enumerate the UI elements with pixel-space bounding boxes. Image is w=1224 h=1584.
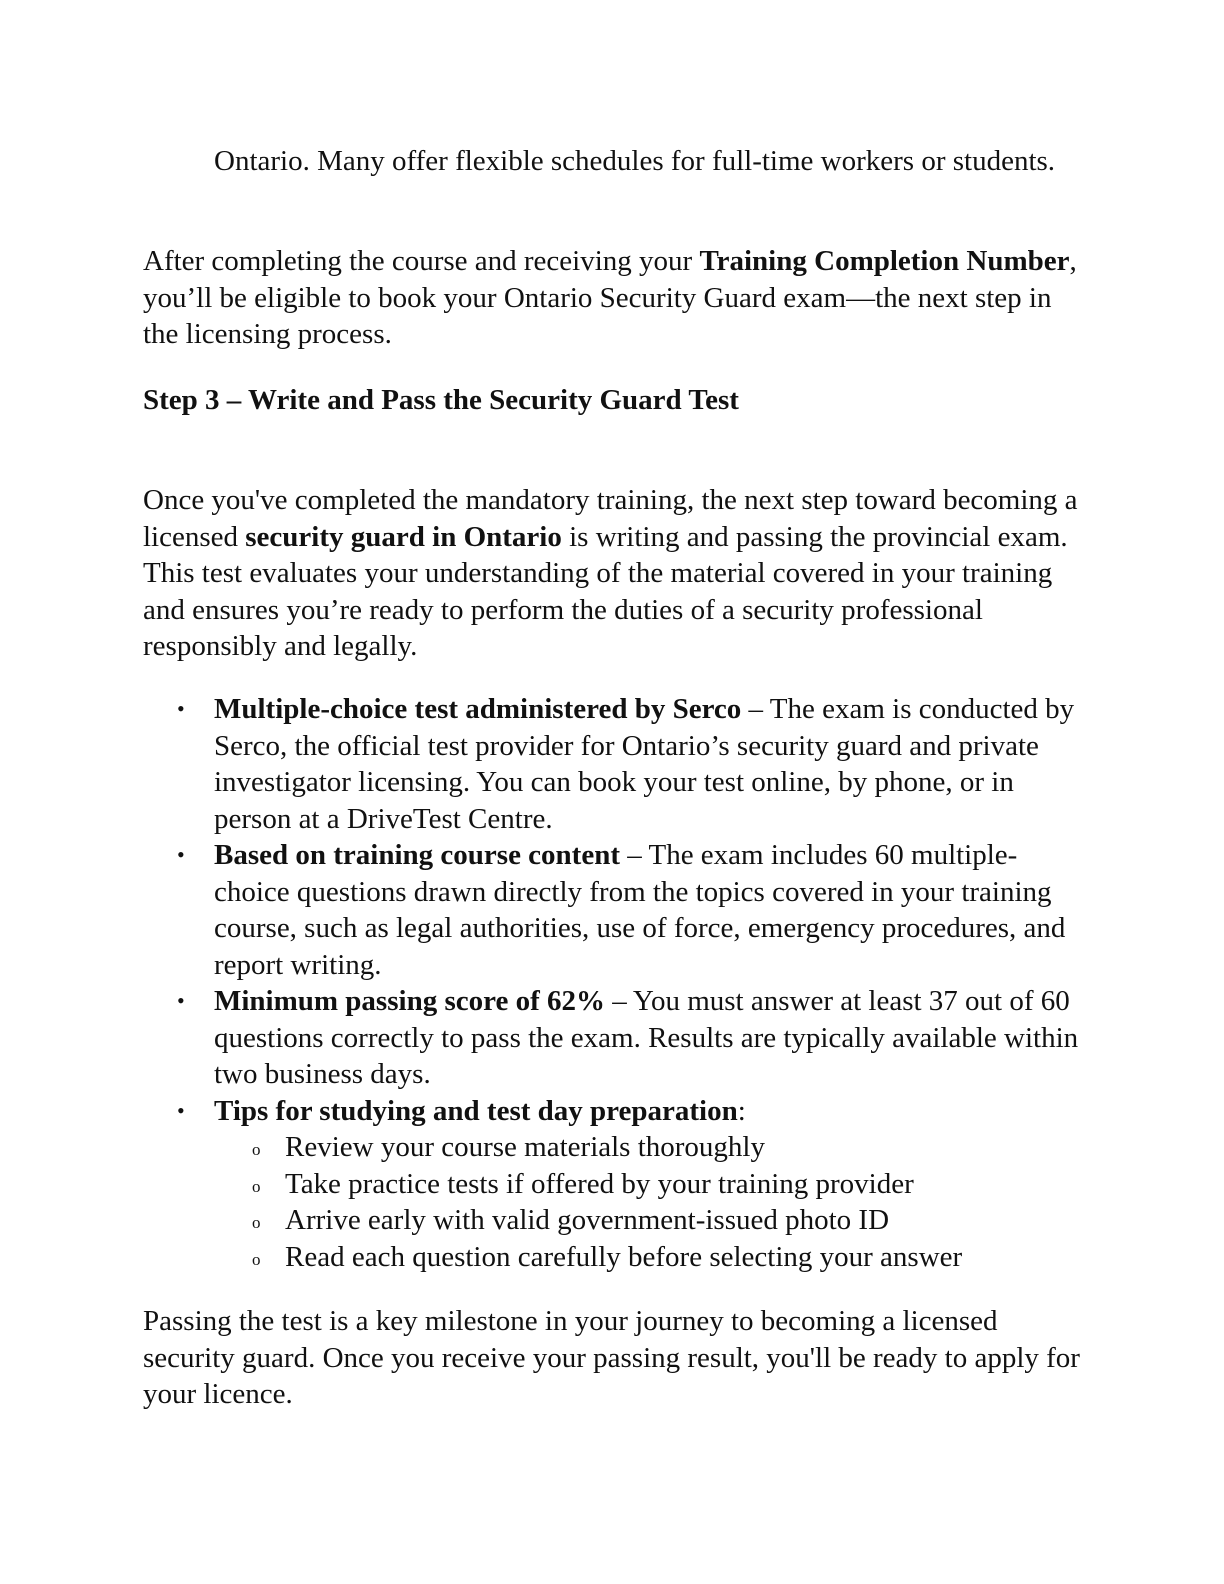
intro-emphasis: security guard in Ontario xyxy=(245,520,562,553)
training-completion-number-emphasis: Training Completion Number xyxy=(699,245,1070,277)
list-item-text: – The exam is conducted by Serco, the official test provider for Ontario’s security guard and private investigator licensing. You can book your test online, by phone, or in person at a DriveTest Centre. xyxy=(214,693,1075,835)
sublist-item: o Take practice tests if offered by your training provider xyxy=(214,1166,1083,1203)
section-heading xyxy=(143,382,1083,419)
list-item-text: – The exam includes 60 multiple-choice questions drawn directly from the topics covered in your training course, such as legal authorities, use of force, emergency procedures, and report writing. xyxy=(214,839,1066,981)
sublist-item: o Read each question carefully before selecting your answer xyxy=(214,1239,1083,1276)
study-tips-sublist xyxy=(214,1129,1083,1275)
list-item xyxy=(143,691,1083,837)
list-item xyxy=(143,837,1083,983)
sublist-item: o Review your course materials thoroughly xyxy=(214,1129,1083,1166)
after-course-paragraph xyxy=(143,243,1083,353)
continuation-text: Ontario. Many offer flexible schedules for full-time workers or students. xyxy=(214,145,1056,177)
list-item-title: Tips for studying and test day preparation xyxy=(214,1094,738,1127)
intro-paragraph xyxy=(143,482,1083,665)
list-item xyxy=(143,983,1083,1093)
sublist-item: o Arrive early with valid government-issued photo ID xyxy=(214,1202,1083,1239)
intro-suffix: is writing and passing the provincial exam. This test evaluates your understanding of the material covered in your training and ensures you’re ready to perform the duties of a security professional responsibly and legally. xyxy=(143,520,1068,662)
list-item-text: : xyxy=(737,1094,746,1127)
continuation-paragraph xyxy=(214,143,1074,180)
after-course-suffix: , you’ll be eligible to book your Ontario Security Guard exam—the next step in the licensing process. xyxy=(143,245,1077,350)
exam-info-list xyxy=(143,691,1083,1275)
list-item-title: Multiple-choice test administered by Serco xyxy=(214,693,742,725)
after-course-prefix: After completing the course and receiving your xyxy=(143,245,700,277)
heading-text: Step 3 – Write and Pass the Security Guard Test xyxy=(143,384,739,416)
intro-prefix: Once you've completed the mandatory training, the next step toward becoming a licensed xyxy=(143,484,1078,553)
list-item-title: Minimum passing score of 62% xyxy=(214,985,605,1017)
closing-text: Passing the test is a key milestone in your journey to becoming a licensed security guard. Once you receive your passing result, you'll be ready to apply for your licence. xyxy=(143,1305,1080,1410)
list-item xyxy=(143,1093,1083,1276)
list-item-title: Based on training course content xyxy=(214,839,620,871)
closing-paragraph xyxy=(143,1303,1083,1413)
list-item-text: – You must answer at least 37 out of 60 questions correctly to pass the exam. Results are typically available within two business days. xyxy=(214,985,1079,1090)
